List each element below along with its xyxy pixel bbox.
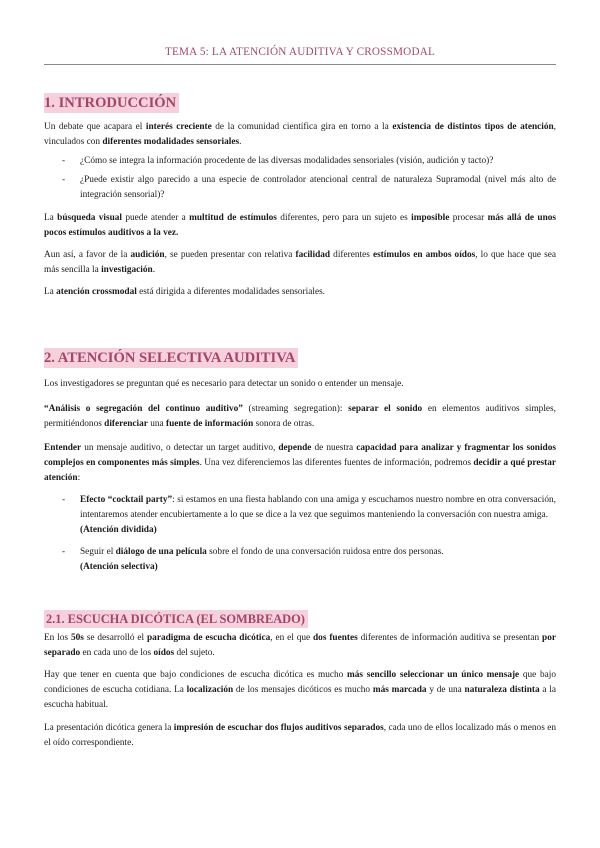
intro-paragraph-4: La atención crossmodal está dirigida a diferentes modalidades sensoriales. [44, 287, 326, 297]
intro-question-list [44, 154, 556, 203]
document-page [44, 0, 557, 748]
section-escucha-body [44, 631, 556, 751]
section-atencion-body [44, 377, 556, 575]
section-atencion-heading-wrap [44, 347, 556, 368]
escucha-paragraph-1: En los 50s se desarrolló el paradigma de escucha dicótica, en el que dos fuentes diferentes de información auditiva se presentan por separado en cada uno de los oídos del sujeto. [44, 633, 556, 658]
atencion-example-list [44, 493, 556, 575]
list-item: - Seguir el diálogo de una película sobre el fondo de una conversación ruidosa entre dos personas. (Atención selectiva) [62, 547, 444, 572]
section-introduccion-heading-wrap [44, 92, 556, 113]
section-escucha-heading-wrap [44, 608, 556, 628]
section-heading-introduccion: 1. INTRODUCCIÓN [44, 93, 179, 113]
list-item: - Efecto “cocktail party”: si estamos en una fiesta hablando con una amiga y escuchamos nuestro nombre en otra conversación, intentaremos atender encubiertamente a lo que se dice a la vez que seguimos manteniendo la conversación con nuestra amiga. (Atención dividida) [62, 495, 556, 535]
list-item-note: (Atención selectiva) [80, 562, 158, 572]
list-item: - ¿Puede existir algo parecido a una especie de controlador atencional central de naturaleza Supramodal (nivel más alto de integración sensorial)? [62, 175, 556, 200]
intro-paragraph-1: Un debate que acapara el interés creciente de la comunidad científica gira en torno a la existencia de distintos tipos de atención, vinculados con diferentes modalidades sensoriales. [44, 122, 556, 147]
escucha-paragraph-2: Hay que tener en cuenta que bajo condiciones de escucha dicótica es mucho más sencillo seleccionar un único mensaje que bajo condiciones de escucha cotidiana. La localización de los mensajes dicóticos es mucho más marcada y de una naturaleza distinta a la escucha habitual. [44, 670, 557, 710]
section-heading-atencion-selectiva: 2. ATENCIÓN SELECTIVA AUDITIVA [44, 348, 298, 368]
section-introduccion-body [44, 120, 556, 300]
escucha-paragraph-3: La presentación dicótica genera la impresión de escuchar dos flujos auditivos separados, cada uno de ellos localizado más o menos en el oído correspondiente. [44, 723, 556, 748]
atencion-paragraph-3: Entender un mensaje auditivo, o detectar un target auditivo, depende de nuestra capacidad para analizar y fragmentar los sonidos complejos en componentes más simples. Una vez diferenciemos las diferentes fuentes de información, podremos decidir a qué prestar atención: [44, 443, 556, 483]
document-title: TEMA 5: LA ATENCIÓN AUDITIVA Y CROSSMODAL [164, 46, 436, 58]
title-divider [44, 64, 556, 65]
intro-paragraph-3: Aun así, a favor de la audición, se pueden presentar con relativa facilidad diferentes estímulos en ambos oídos, lo que hace que sea más sencilla la investigación. [44, 250, 557, 275]
list-item: - ¿Cómo se integra la información procedente de las diversas modalidades sensoriales (visión, audición y tacto)? [62, 156, 494, 166]
intro-paragraph-2: La búsqueda visual puede atender a multitud de estímulos diferentes, pero para un sujeto es imposible procesar más allá de unos pocos estímulos auditivos a la vez. [44, 213, 557, 238]
atencion-paragraph-1: Los investigadores se preguntan qué es necesario para detectar un sonido o entender un mensaje. [44, 379, 404, 389]
atencion-paragraph-2: “Análisis o segregación del continuo auditivo” (streaming segregation): separar el sonido en elementos auditivos simples, permitiéndonos diferenciar una fuente de información sonora de otras. [44, 404, 556, 429]
section-heading-escucha-dicotica: 2.1. ESCUCHA DICÓTICA (EL SOMBREADO) [44, 610, 308, 628]
list-item-note: (Atención dividida) [80, 525, 157, 535]
